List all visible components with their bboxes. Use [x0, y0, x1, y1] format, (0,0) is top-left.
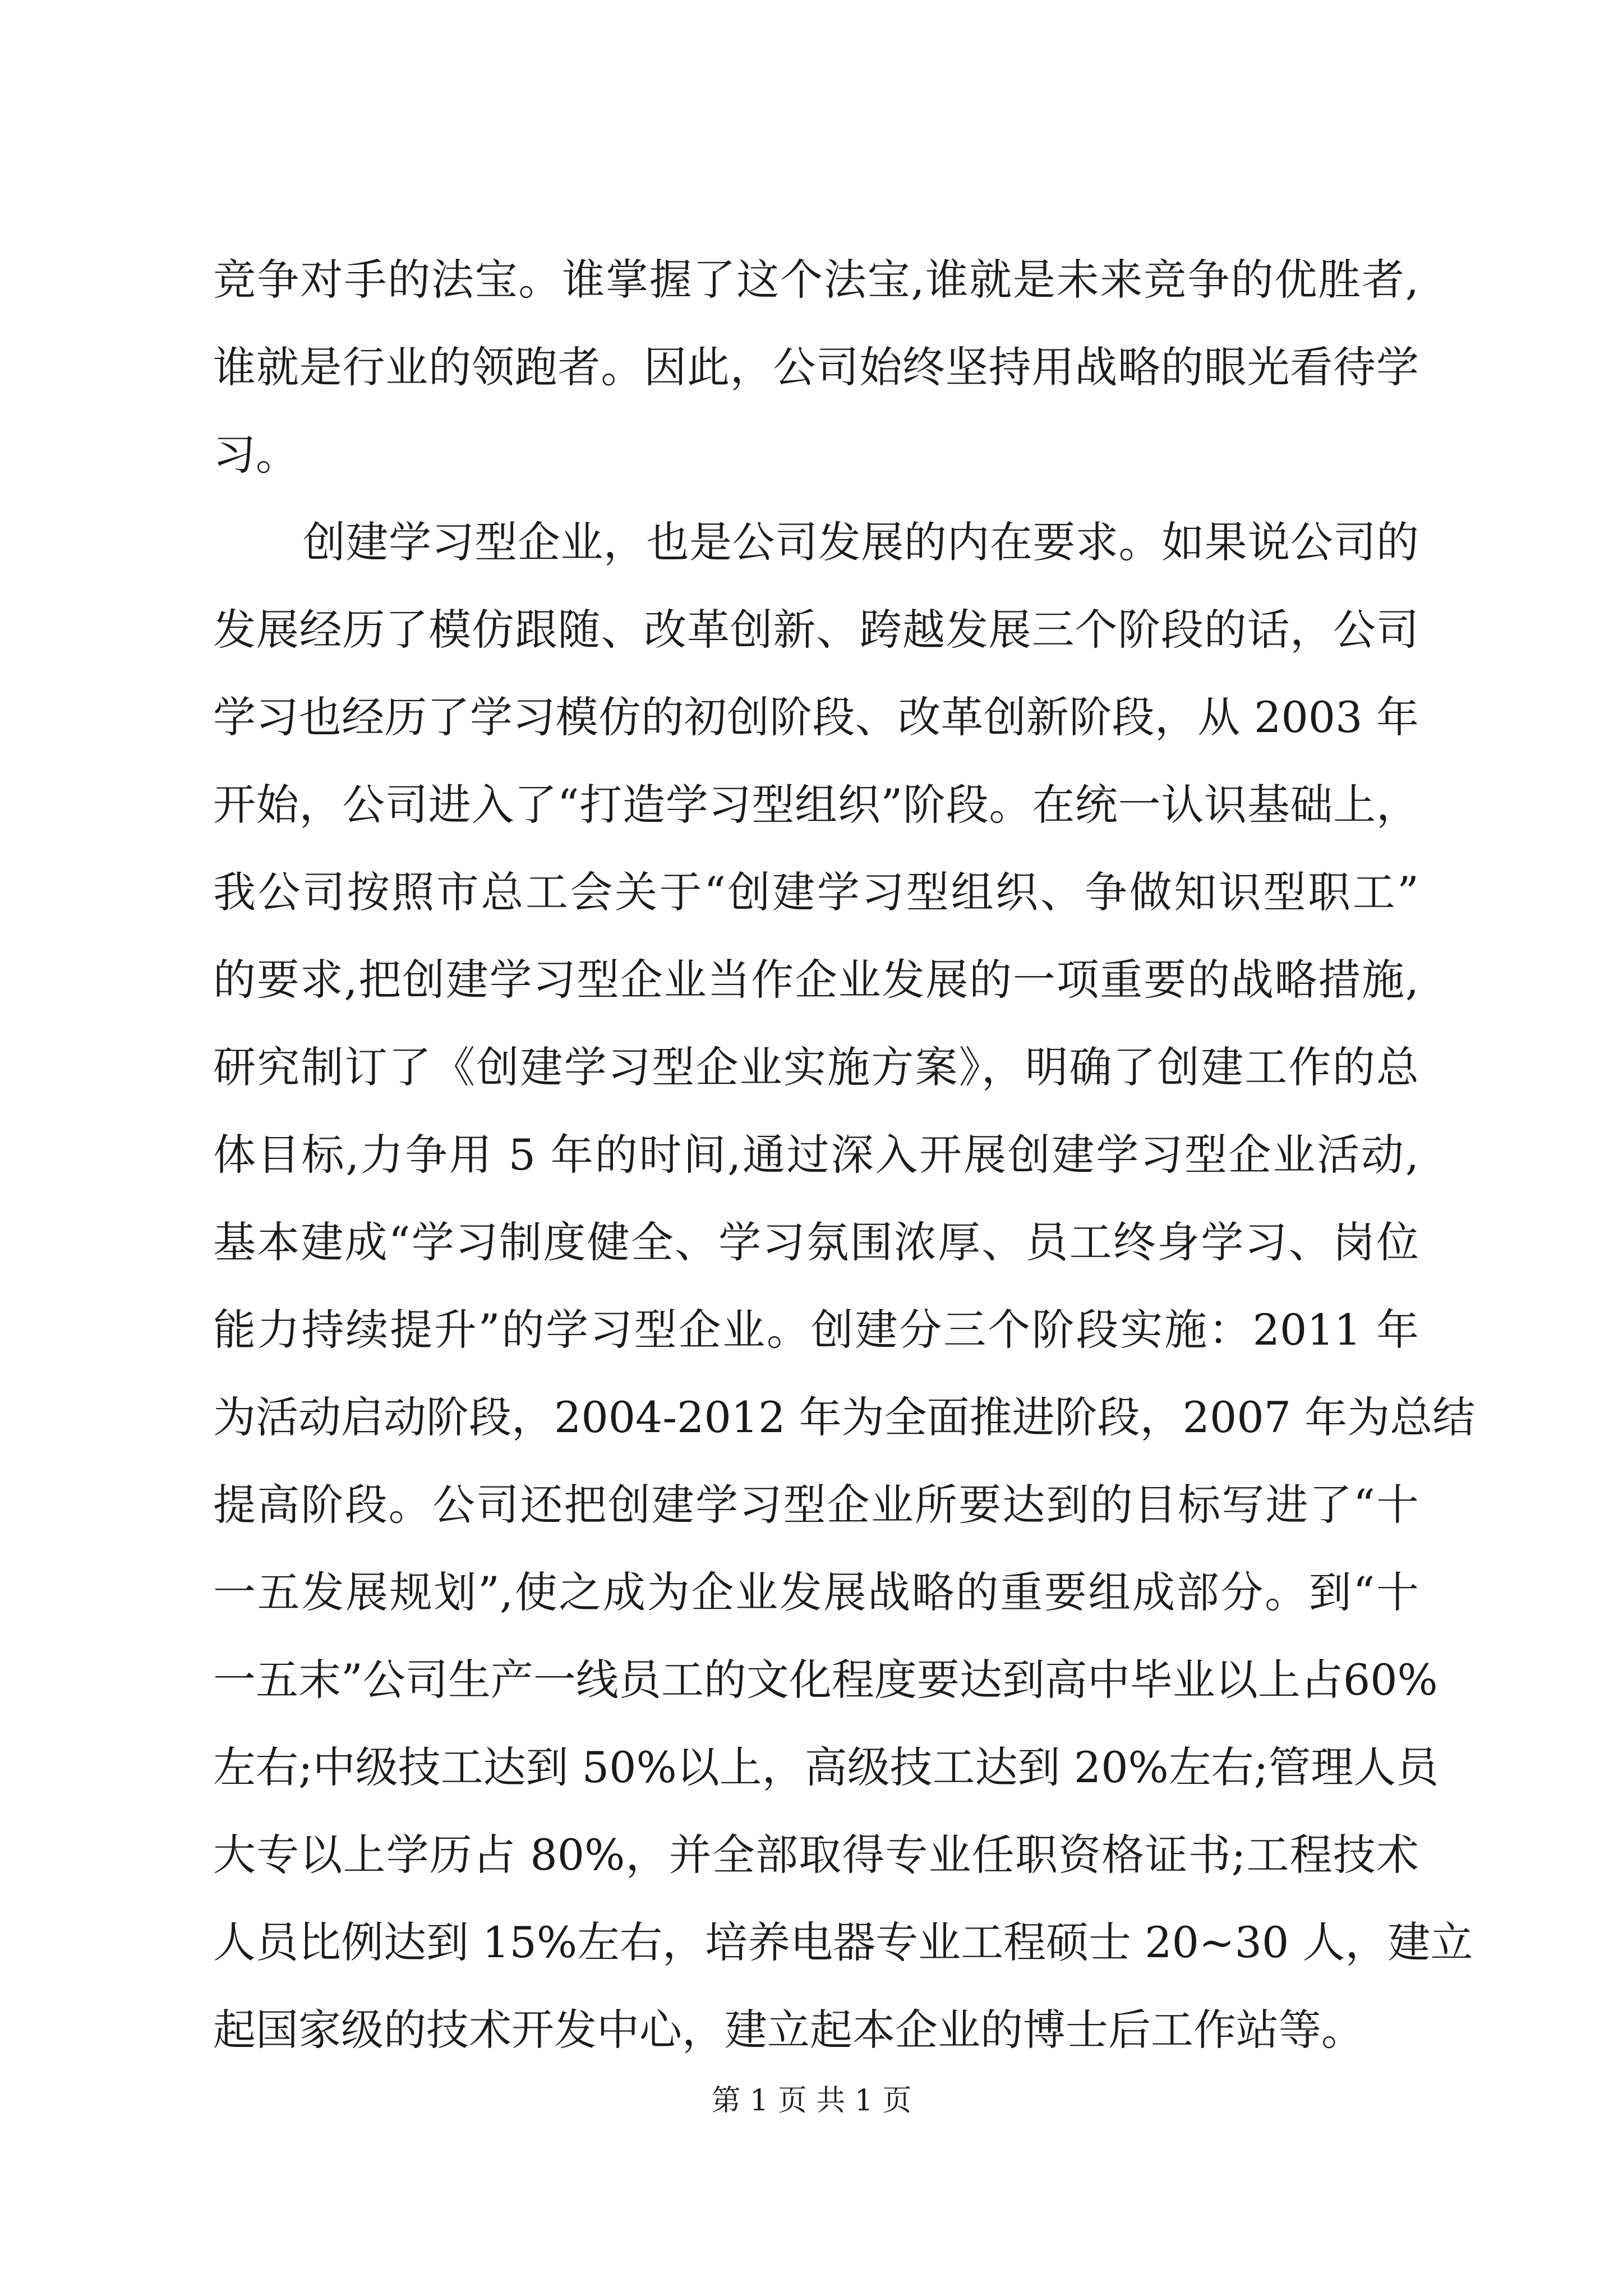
paragraph-line: 谁就是行业的领跑者。因此，公司始终坚持用战略的眼光看待学 — [213, 342, 1419, 392]
paragraph-line: 发展经历了模仿跟随、改革创新、跨越发展三个阶段的话，公司 — [213, 605, 1419, 655]
paragraph-line: 为活动启动阶段，2004-2012 年为全面推进阶段，2007 年为总结 — [213, 1392, 1476, 1442]
paragraph-line: 的要求,把创建学习型企业当作企业发展的一项重要的战略措施, — [213, 955, 1419, 1005]
paragraph-line: 学习也经历了学习模仿的初创阶段、改革创新阶段，从 2003 年 — [213, 692, 1419, 742]
paragraph-line: 我公司按照市总工会关于“创建学习型组织、争做知识型职工” — [213, 867, 1419, 917]
paragraph-line: 基本建成“学习制度健全、学习氛围浓厚、员工终身学习、岗位 — [213, 1217, 1419, 1267]
paragraph-line: 体目标,力争用 5 年的时间,通过深入开展创建学习型企业活动, — [213, 1130, 1419, 1180]
paragraph-line: 提高阶段。公司还把创建学习型企业所要达到的目标写进了“十 — [213, 1480, 1419, 1530]
paragraph-line: 一五发展规划”,使之成为企业发展战略的重要组成部分。到“十 — [213, 1567, 1419, 1617]
page-footer: 第 1 页 共 1 页 — [711, 2084, 912, 2118]
paragraph-line: 大专以上学历占 80%，并全部取得专业任职资格证书;工程技术 — [213, 1830, 1419, 1880]
paragraph-line: 研究制订了《创建学习型企业实施方案》，明确了创建工作的总 — [213, 1042, 1419, 1092]
paragraph-line: 开始，公司进入了“打造学习型组织”阶段。在统一认识基础上， — [213, 780, 1419, 830]
paragraph-line: 竞争对手的法宝。谁掌握了这个法宝,谁就是未来竞争的优胜者, — [213, 255, 1419, 305]
paragraph-line: 创建学习型企业，也是公司发展的内在要求。如果说公司的 — [303, 517, 1419, 567]
paragraph-line: 一五末”公司生产一线员工的文化程度要达到高中毕业以上占60% — [213, 1655, 1438, 1705]
paragraph-line: 习。 — [213, 430, 298, 480]
paragraph-line: 左右;中级技工达到 50%以上，高级技工达到 20%左右;管理人员 — [213, 1742, 1439, 1792]
paragraph-line: 人员比例达到 15%左右，培养电器专业工程硕士 20~30 人，建立 — [213, 1917, 1473, 1967]
paragraph-line: 起国家级的技术开发中心，建立起本企业的博士后工作站等。 — [213, 2005, 1364, 2055]
paragraph-line: 能力持续提升”的学习型企业。创建分三个阶段实施：2011 年 — [213, 1305, 1419, 1355]
